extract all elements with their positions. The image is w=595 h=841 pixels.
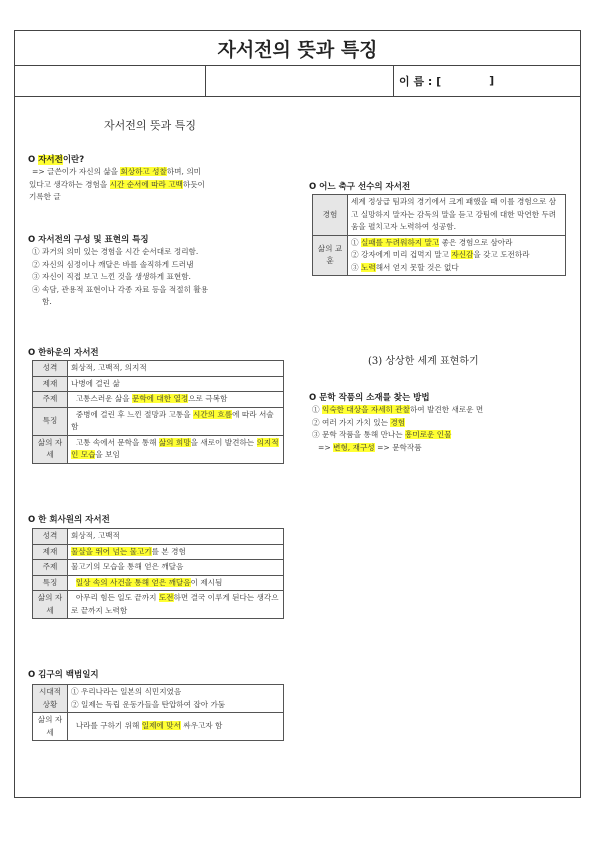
sec2-heading: O 자서전의 구성 및 표현의 특징 — [28, 235, 149, 245]
table-row: 특징 중병에 걸린 후 느낀 절망과 고통을 시간의 흐름에 따라 서술함 — [33, 407, 284, 435]
table-row: 시대적 상황 ① 우리나라는 일본의 식민지였음 ② 일제는 독립 운동가들을 탄압하여 잡아 가둠 — [33, 685, 284, 713]
table-row: 경험 세계 정상급 팀과의 경기에서 크게 패했을 때 이를 경험으로 삼고 실망하지 말자는 감독의 말을 듣고 강팀에 대한 막연한 두려움을 펼치고자 노력하여 성공함. — [313, 195, 566, 236]
table-row: 삶의 자세 나라를 구하기 위해 일제에 맞서 싸우고자 함 — [33, 713, 284, 741]
name-field[interactable] — [399, 65, 582, 96]
name-close: ] — [489, 74, 495, 87]
table-row: 제재 나병에 걸린 삶 — [33, 376, 284, 392]
table-row: 제재 물살을 뛰어 넘는 물고기를 본 경험 — [33, 544, 284, 560]
table-row: 특징 일상 속의 사건을 통해 얻은 깨달음이 제시됨 — [33, 575, 284, 591]
info-row — [15, 65, 580, 97]
section-subtitle: 자서전의 뜻과 특징 — [104, 119, 197, 132]
table-row: 주제 고통스러운 삶을 문학에 대한 열정으로 극복함 — [33, 392, 284, 408]
sec1-heading: O 자서전이란? — [28, 155, 85, 165]
table-row: 주제 물고기의 모습을 통해 얻은 깨달음 — [33, 560, 284, 576]
list-item: ③ 자신이 직접 보고 느낀 것을 생생하게 표현함. — [32, 272, 191, 281]
sec4-heading: O 한 회사원의 자서전 — [28, 515, 110, 525]
sec7-heading: O 문학 작품의 소재를 찾는 방법 — [309, 393, 430, 403]
list-item: ④ 속담, 관용적 표현이나 각종 자료 등을 적절히 활용 — [32, 284, 209, 294]
sec7-body: ① 익숙한 대상을 자세히 관찰하여 발견한 새로운 면 ② 여러 가지 가치 있는 경험 ③ 문학 작품을 통해 만나는 흥미로운 인물 => 변형, 재구성 => 문학작품 — [312, 405, 484, 452]
name-label: 이 름 : [ — [399, 74, 442, 88]
table-row: 성격 회상적, 고백적, 의지적 — [33, 361, 284, 377]
employee-table — [32, 528, 284, 619]
table-row: 삶의 자세 고통 속에서 문학을 통해 삶의 희망을 새로이 발견하는 의지적인 모습을 보임 — [33, 435, 284, 463]
imagined-world-caption: (3) 상상한 세계 표현하기 — [368, 356, 479, 367]
table-row: 삶의 자세 아무리 힘든 일도 끝까지 도전하면 결국 이루게 된다는 생각으로 끝까지 노력함 — [33, 591, 284, 619]
list-item: 함. — [42, 297, 52, 306]
kimgu-table — [32, 684, 284, 741]
sec5-heading: O 김구의 백범일지 — [28, 670, 99, 680]
soccer-table — [312, 194, 566, 276]
sec2-list — [32, 246, 297, 309]
table-row: 성격 회상적, 고백적 — [33, 529, 284, 545]
info-cell-2[interactable] — [205, 65, 394, 96]
list-item: ① 과거의 의미 있는 경험을 시간 순서대로 정리함. — [32, 247, 199, 256]
sec6-heading: O 어느 축구 선수의 자서전 — [309, 182, 411, 192]
table-row: 삶의 교훈 ① 실패를 두려워하지 말고 좋은 경험으로 삼아라 ② 강자에게 미리 겁먹지 말고 자신감을 갖고 도전하라 ③ 노력해서 얻지 못할 것은 없다 — [313, 235, 566, 276]
list-item: ② 자신의 심정이나 깨달은 바를 솔직하게 드러냄 — [32, 259, 194, 269]
sec1-body: => 글쓴이가 자신의 삶을 회상하고 성찰하며, 의미 있다고 생각하는 경험을 시간 순서에 따라 고백하듯이 기록한 글 — [29, 167, 205, 201]
hahaun-table — [32, 360, 284, 464]
info-cell-1[interactable] — [15, 65, 206, 96]
page-title: 자서전의 뜻과 특징 — [15, 31, 580, 66]
sec3-heading: O 한하운의 자서전 — [28, 348, 99, 358]
